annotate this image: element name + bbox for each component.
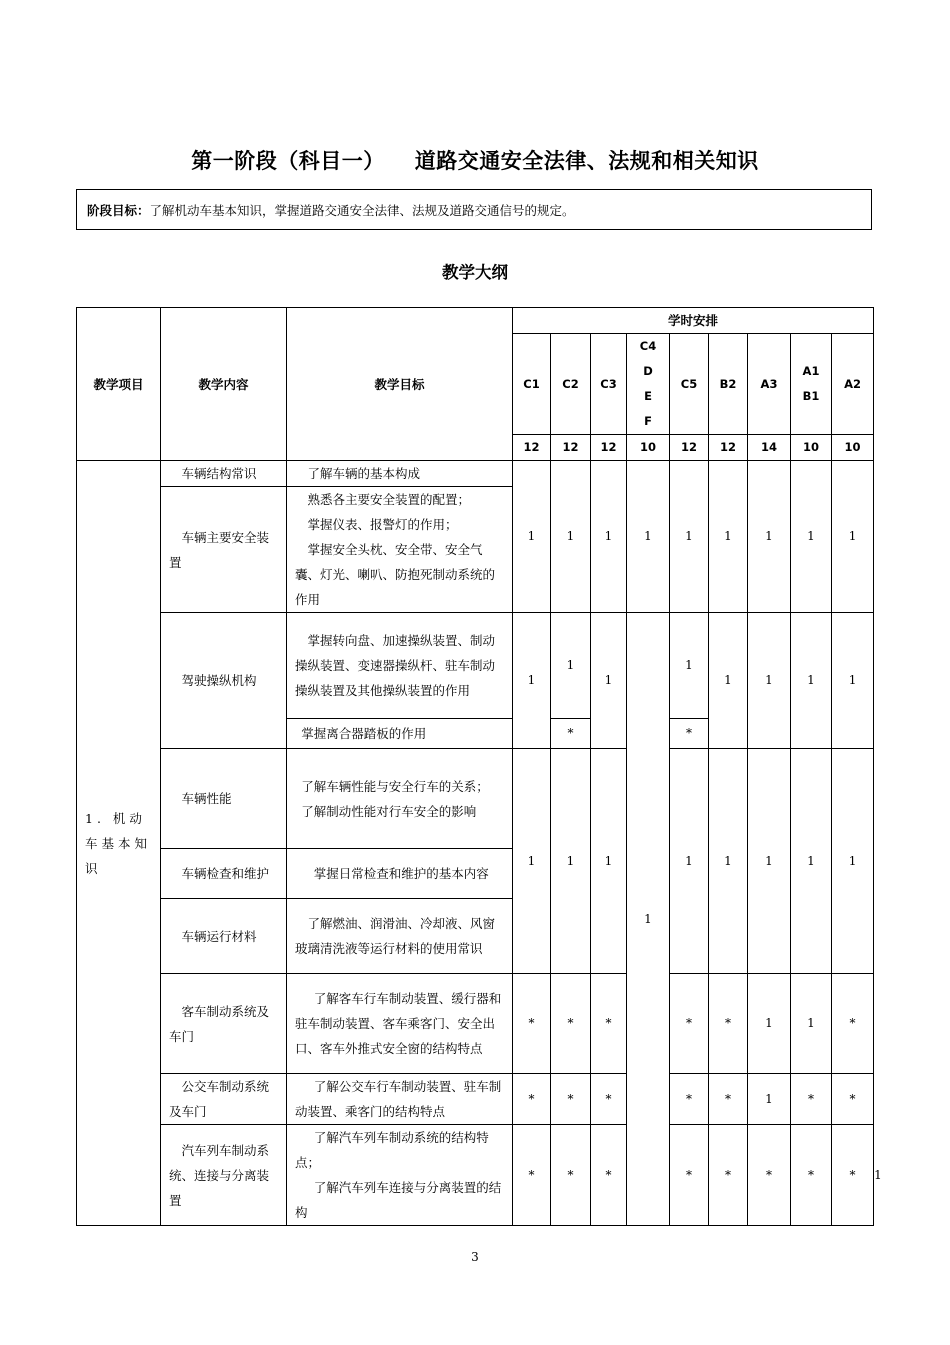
table-cell: 1 [627, 461, 670, 613]
table-cell: * [591, 1074, 627, 1125]
goal-line: 了解制动性能对行车安全的影响 [301, 803, 477, 819]
license-a3: A3 [748, 334, 791, 435]
content-materials: 车辆运行材料 [161, 899, 287, 974]
table-cell: 1 [748, 461, 791, 613]
table-cell: 1 [832, 749, 874, 974]
table-cell: 1 [670, 461, 709, 613]
table-cell: 1 [748, 613, 791, 749]
table-cell: * [832, 974, 874, 1074]
license-c2: C2 [551, 334, 591, 435]
table-cell: * [791, 1074, 832, 1125]
table-cell: * [591, 1125, 627, 1226]
goal-controls: 掌握转向盘、加速操纵装置、制动操纵装置、变速器操纵杆、驻车制动操纵装置及其他操纵装置的作用 [287, 613, 513, 719]
table-cell: 1 [591, 461, 627, 613]
table-cell: 1 [832, 613, 874, 749]
goal-bus-brakes: 了解客车行车制动装置、缓行器和驻车制动装置、客车乘客门、安全出口、客车外推式安全窗的结构特点 [287, 974, 513, 1074]
hours-c4: 10 [627, 435, 670, 461]
goal-line: 掌握仪表、报警灯的作用； [307, 517, 458, 532]
page-title-stage: 第一阶段（科目一） [191, 149, 385, 173]
table-cell: * [748, 1125, 791, 1226]
goal-truck-train [287, 1125, 513, 1226]
page-number: 3 [471, 1250, 479, 1264]
table-cell: * [513, 1125, 551, 1226]
outline-title: 教学大纲 [442, 263, 508, 282]
goal-vehicle-structure: 了解车辆的基本构成 [287, 461, 513, 487]
header-project: 教学项目 [77, 308, 161, 461]
table-cell: * [670, 1074, 709, 1125]
outline-table: 教学项目 教学内容 教学目标 学时安排 C1 C2 C3 C4 D E F C5 B2 A3 A1 B1 A2 12 12 12 10 12 12 14 10 10 1. 机动车基本知识 车辆结构常识 了解车辆的基本构成 1 1 1 1 1 1 1 1 1 车辆主要安全装置 熟悉各主要安全装置的配置； 掌握仪表、报警灯的作用； 掌握安全头枕、安全带、安全气囊、灯光、喇叭、防抱死制动系统的作用 驾驶操纵机构 掌握转向盘、加速操纵装置、制动操纵装置、变速器操纵杆、驻车制动操纵装置及其他操纵装置的作用 1 1 1 1 1 1 1 1 1 掌握离合器踏板的作用 * * 车辆性能 了解车辆性能与安全行车的关系； 了解制动性能对行车安全的影响 1 1 1 1 1 1 1 1 车辆检查和维护 掌握日常检查和维护的基本内容 车辆运行材料 了解燃油、润滑油、冷却液、风窗玻璃清洗液等运行材料的使用常识 客车制动系统及车门 了解客车行车制动装置、缓行器和驻车制动装置、客车乘客门、安全出口、客车外推式安全窗的结构特点 * * * * * 1 1 * 公交车制动系统及车门 了解公交车行车制动装置、驻车制动装置、乘客门的结构特点 * * * * * 1 * * 汽车列车制动系统、连接与分离装置 了解汽车列车制动系统的结构特点； 了解汽车列车连接与分离装置的结构 * * * * * * * * 1 [76, 307, 874, 1226]
license-a1-b1 [791, 334, 832, 435]
goal-inspection: 掌握日常检查和维护的基本内容 [287, 849, 513, 899]
content-inspection: 车辆检查和维护 [161, 849, 287, 899]
stage-goal-box [76, 189, 872, 230]
header-content: 教学内容 [161, 308, 287, 461]
hours-c2: 12 [551, 435, 591, 461]
license-a2: A2 [832, 334, 874, 435]
content-performance: 车辆性能 [161, 749, 287, 849]
table-cell: 1 [709, 749, 748, 974]
table-cell: * [670, 974, 709, 1074]
table-cell: * [551, 974, 591, 1074]
table-cell: 1 [709, 461, 748, 613]
goal-performance [287, 749, 513, 849]
license-c1: C1 [513, 334, 551, 435]
table-cell: 1 [748, 1074, 791, 1125]
table-cell: * [551, 719, 591, 749]
table-cell: 1 [551, 749, 591, 974]
license-c4-d-e-f [627, 334, 670, 435]
content-controls: 驾驶操纵机构 [161, 613, 287, 749]
content-safety-devices: 车辆主要安全装置 [161, 487, 287, 613]
goal-materials: 了解燃油、润滑油、冷却液、风窗玻璃清洗液等运行材料的使用常识 [287, 899, 513, 974]
table-cell: 1 [709, 613, 748, 749]
license-f: F [644, 414, 652, 428]
goal-line: 掌握安全头枕、安全带、安全气囊、灯光、喇叭、防抱死制动系统的作用 [295, 542, 496, 607]
table-cell: 1 [791, 461, 832, 613]
hours-c1: 12 [513, 435, 551, 461]
table-cell: 1 [513, 613, 551, 749]
table-cell: 1 [670, 613, 709, 719]
license-c3: C3 [591, 334, 627, 435]
table-cell: * [591, 974, 627, 1074]
table-cell: 1 [791, 613, 832, 749]
table-cell: * [709, 974, 748, 1074]
table-cell: * [791, 1125, 832, 1226]
content-vehicle-structure: 车辆结构常识 [161, 461, 287, 487]
table-cell: * [709, 1125, 748, 1226]
license-b1: B1 [802, 389, 820, 403]
table-cell: 1 [551, 613, 591, 719]
table-cell: * [832, 1125, 874, 1226]
table-cell: * [709, 1074, 748, 1125]
table-cell: * [832, 1074, 874, 1125]
content-transit-brakes: 公交车制动系统及车门 [161, 1074, 287, 1125]
table-cell: 1 [832, 461, 874, 613]
hours-c3: 12 [591, 435, 627, 461]
table-cell: * [513, 1074, 551, 1125]
page-title [0, 145, 950, 175]
stage-goal-label: 阶段目标： [87, 202, 150, 218]
hours-a3: 14 [748, 435, 791, 461]
table-cell: 1 [551, 461, 591, 613]
license-c5: C5 [670, 334, 709, 435]
page-title-subject: 道路交通安全法律、法规和相关知识 [414, 149, 759, 173]
goal-line: 熟悉各主要安全装置的配置； [307, 492, 471, 507]
goal-transit-brakes: 了解公交车行车制动装置、驻车制动装置、乘客门的结构特点 [287, 1074, 513, 1125]
table-cell: 1 [791, 974, 832, 1074]
table-cell: 1 [791, 749, 832, 974]
license-d: D [643, 364, 653, 378]
table-cell: 1 [670, 749, 709, 974]
goal-safety-devices [287, 487, 513, 613]
header-schedule: 学时安排 [513, 308, 874, 334]
header-goal: 教学目标 [287, 308, 513, 461]
content-truck-train: 汽车列车制动系统、连接与分离装置 [161, 1125, 287, 1226]
table-cell: 1 [748, 749, 791, 974]
table-cell: 1 [748, 974, 791, 1074]
table-cell: * [513, 974, 551, 1074]
table-cell: * [551, 1125, 591, 1226]
table-cell: 1 [513, 749, 551, 974]
goal-line: 了解车辆性能与安全行车的关系； [301, 778, 489, 794]
content-bus-brakes: 客车制动系统及车门 [161, 974, 287, 1074]
license-c4: C4 [639, 339, 657, 353]
table-cell: * [670, 719, 709, 749]
stage-goal-text: 了解机动车基本知识，掌握道路交通安全法律、法规及道路交通信号的规定。 [149, 202, 575, 218]
goal-line: 了解汽车列车连接与分离装置的结构 [295, 1180, 502, 1220]
license-b2: B2 [709, 334, 748, 435]
table-cell: * [551, 1074, 591, 1125]
table-cell: 1 [513, 461, 551, 613]
project-1: 1. 机动车基本知识 [77, 461, 161, 1226]
license-e: E [644, 389, 652, 403]
table-cell: 1 [591, 749, 627, 974]
hours-a2: 10 [832, 435, 874, 461]
goal-clutch: 掌握离合器踏板的作用 [287, 719, 513, 749]
goal-line: 了解汽车列车制动系统的结构特点； [295, 1130, 489, 1170]
table-cell-c4-merged: 1 [627, 613, 670, 1226]
hours-c5: 12 [670, 435, 709, 461]
table-cell: * [670, 1125, 709, 1226]
table-cell: 1 [591, 613, 627, 749]
hours-b2: 12 [709, 435, 748, 461]
license-a1: A1 [802, 364, 820, 378]
hours-a1: 10 [791, 435, 832, 461]
